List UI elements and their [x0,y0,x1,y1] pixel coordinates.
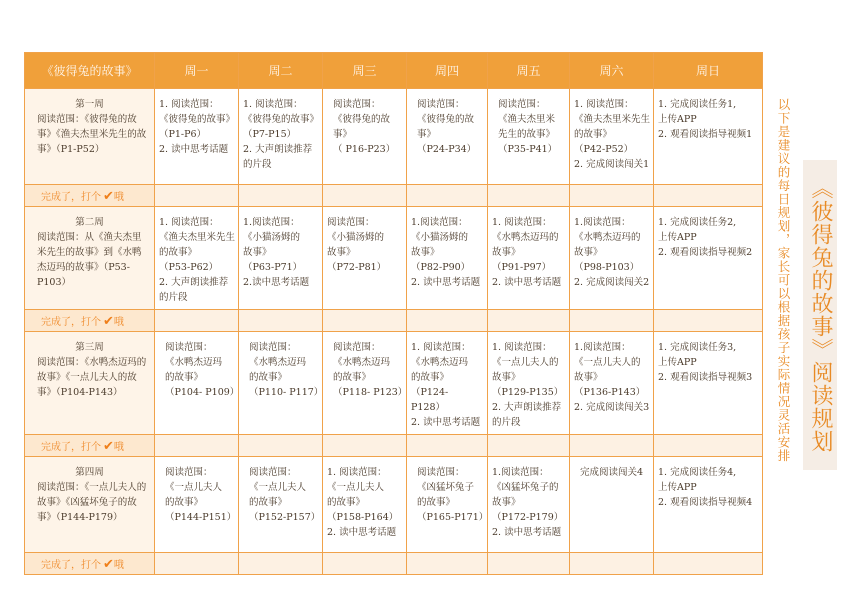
done-row [25,435,763,457]
day-cell: 阅读范围： 《凶猛坏兔子 的故事》 （P165-P171） [407,457,488,553]
day-cell: 1. 完成阅读任务1, 上传APP 2. 观看阅读指导视频1 [654,89,763,185]
day-cell: 1. 阅读范围： 《水鸭杰迈玛 的故事》 （P124- P128） 2. 读中思考话题 [407,332,488,435]
day-cell: 阅读范围： 《水鸭杰迈玛 的故事》 （P118- P123） [323,332,407,435]
week-row [25,207,763,310]
header-monday: 周一 [155,53,239,89]
week-summary [25,89,155,185]
day-cell: 1.阅读范围： 《一点儿夫人的 故事》 （P136-P143） 2. 完成阅读闯关3 [570,332,654,435]
day-cell: 阅读范围： 《水鸭杰迈玛 的故事》 （P104- P109） [155,332,239,435]
header-wednesday: 周三 [323,53,407,89]
checkmark-icon: ✔ [103,556,114,572]
day-cell: 阅读范围： 《水鸭杰迈玛 的故事》 （P110- P117） [239,332,323,435]
week-title: 第三周 [75,342,104,353]
header-row [25,53,763,89]
done-row [25,310,763,332]
day-cell: 阅读范围： 《渔夫杰里米 先生的故事》 （P35-P41） [488,89,570,185]
day-cell: 1. 完成阅读任务2, 上传APP 2. 观看阅读指导视频2 [654,207,763,310]
day-cell: 阅读范围： 《一点儿夫人 的故事》 （P144-P151） [155,457,239,553]
day-cell: 1. 阅读范围： 《彼得兔的故事》 （P1-P6） 2. 读中思考话题 [155,89,239,185]
day-cell: 1. 阅读范围： 《渔夫杰里米先生的故事》 （P53-P62） 2. 大声朗读推荐的片段 [155,207,239,310]
day-cell: 阅读范围： 《彼得兔的故 事》 （P24-P34） [407,89,488,185]
done-label: 完成了，打个 ✔哦 [25,185,155,207]
day-cell: 阅读范围： 《彼得兔的故 事》 （ P16-P23） [323,89,407,185]
week-row [25,457,763,553]
week-title: 第一周 [75,99,104,110]
side-subtitle: 以下是建议的每日规划，家长可以根据孩子实际情况灵活安排 [776,98,791,463]
week-title: 第二周 [75,217,104,228]
day-cell: 1.阅读范围： 《小猫汤姆的 故事》 （P63-P71） 2.读中思考话题 [239,207,323,310]
header-friday: 周五 [488,53,570,89]
day-cell: 1. 阅读范围： 《渔夫杰里米先生的故事》 （P42-P52） 2. 完成阅读闯关1 [570,89,654,185]
side-title: 《彼得兔的故事》阅读规划 [803,160,837,470]
checkmark-icon: ✔ [103,438,114,454]
week-summary [25,457,155,553]
day-cell: 1.阅读范围： 《小猫汤姆的 故事》 （P82-P90） 2. 读中思考话题 [407,207,488,310]
header-book: 《彼得兔的故事》 [25,53,155,89]
week-summary [25,332,155,435]
day-cell: 1. 阅读范围： 《水鸭杰迈玛的 故事》 （P91-P97） 2. 读中思考话题 [488,207,570,310]
day-cell: 1.阅读范围： 《水鸭杰迈玛的 故事》 （P98-P103） 2. 完成阅读闯关2 [570,207,654,310]
week-row [25,89,763,185]
done-label: 完成了，打个 ✔哦 [25,310,155,332]
done-row [25,553,763,575]
week-range: 阅读范围：《水鸭杰迈玛的故事》《一点儿夫人的故事》（P104-P143） [37,357,147,398]
week-row [25,332,763,435]
day-cell: 1. 阅读范围： 《一点儿夫人的 故事》 （P129-P135） 2. 大声朗读推荐的片段 [488,332,570,435]
day-cell: 阅读范围： 《小猫汤姆的 故事》 （P72-P81） [323,207,407,310]
done-label: 完成了，打个 ✔哦 [25,435,155,457]
week-title: 第四周 [75,467,104,478]
day-cell: 1. 完成阅读任务3, 上传APP 2. 观看阅读指导视频3 [654,332,763,435]
week-summary [25,207,155,310]
header-sunday: 周日 [654,53,763,89]
day-cell: 1. 阅读范围： 《一点儿夫人 的故事》 （P158-P164） 2. 读中思考话题 [323,457,407,553]
day-cell: 阅读范围： 《一点儿夫人 的故事》 （P152-P157） [239,457,323,553]
day-cell: 1. 完成阅读任务4, 上传APP 2. 观看阅读指导视频4 [654,457,763,553]
reading-plan-table [24,52,763,575]
week-range: 阅读范围：《一点儿夫人的故事》《凶猛坏兔子的故事》（P144-P179） [37,482,147,523]
done-label: 完成了，打个 ✔哦 [25,553,155,575]
header-thursday: 周四 [407,53,488,89]
week-range: 阅读范围：《彼得兔的故事》《渔夫杰里米先生的故事》（P1-P52） [37,114,147,155]
day-cell: 完成阅读闯关4 [570,457,654,553]
checkmark-icon: ✔ [103,313,114,329]
header-tuesday: 周二 [239,53,323,89]
header-saturday: 周六 [570,53,654,89]
day-cell: 1.阅读范围： 《凶猛坏兔子的 故事》 （P172-P179） 2. 读中思考话题 [488,457,570,553]
day-cell: 1. 阅读范围： 《彼得兔的故事》 （P7-P15） 2. 大声朗读推荐的片段 [239,89,323,185]
done-row [25,185,763,207]
checkmark-icon: ✔ [103,188,114,204]
week-range: 阅读范围：从《渔夫杰里米先生的故事》到《水鸭杰迈玛的故事》（P53-P103） [37,232,142,288]
